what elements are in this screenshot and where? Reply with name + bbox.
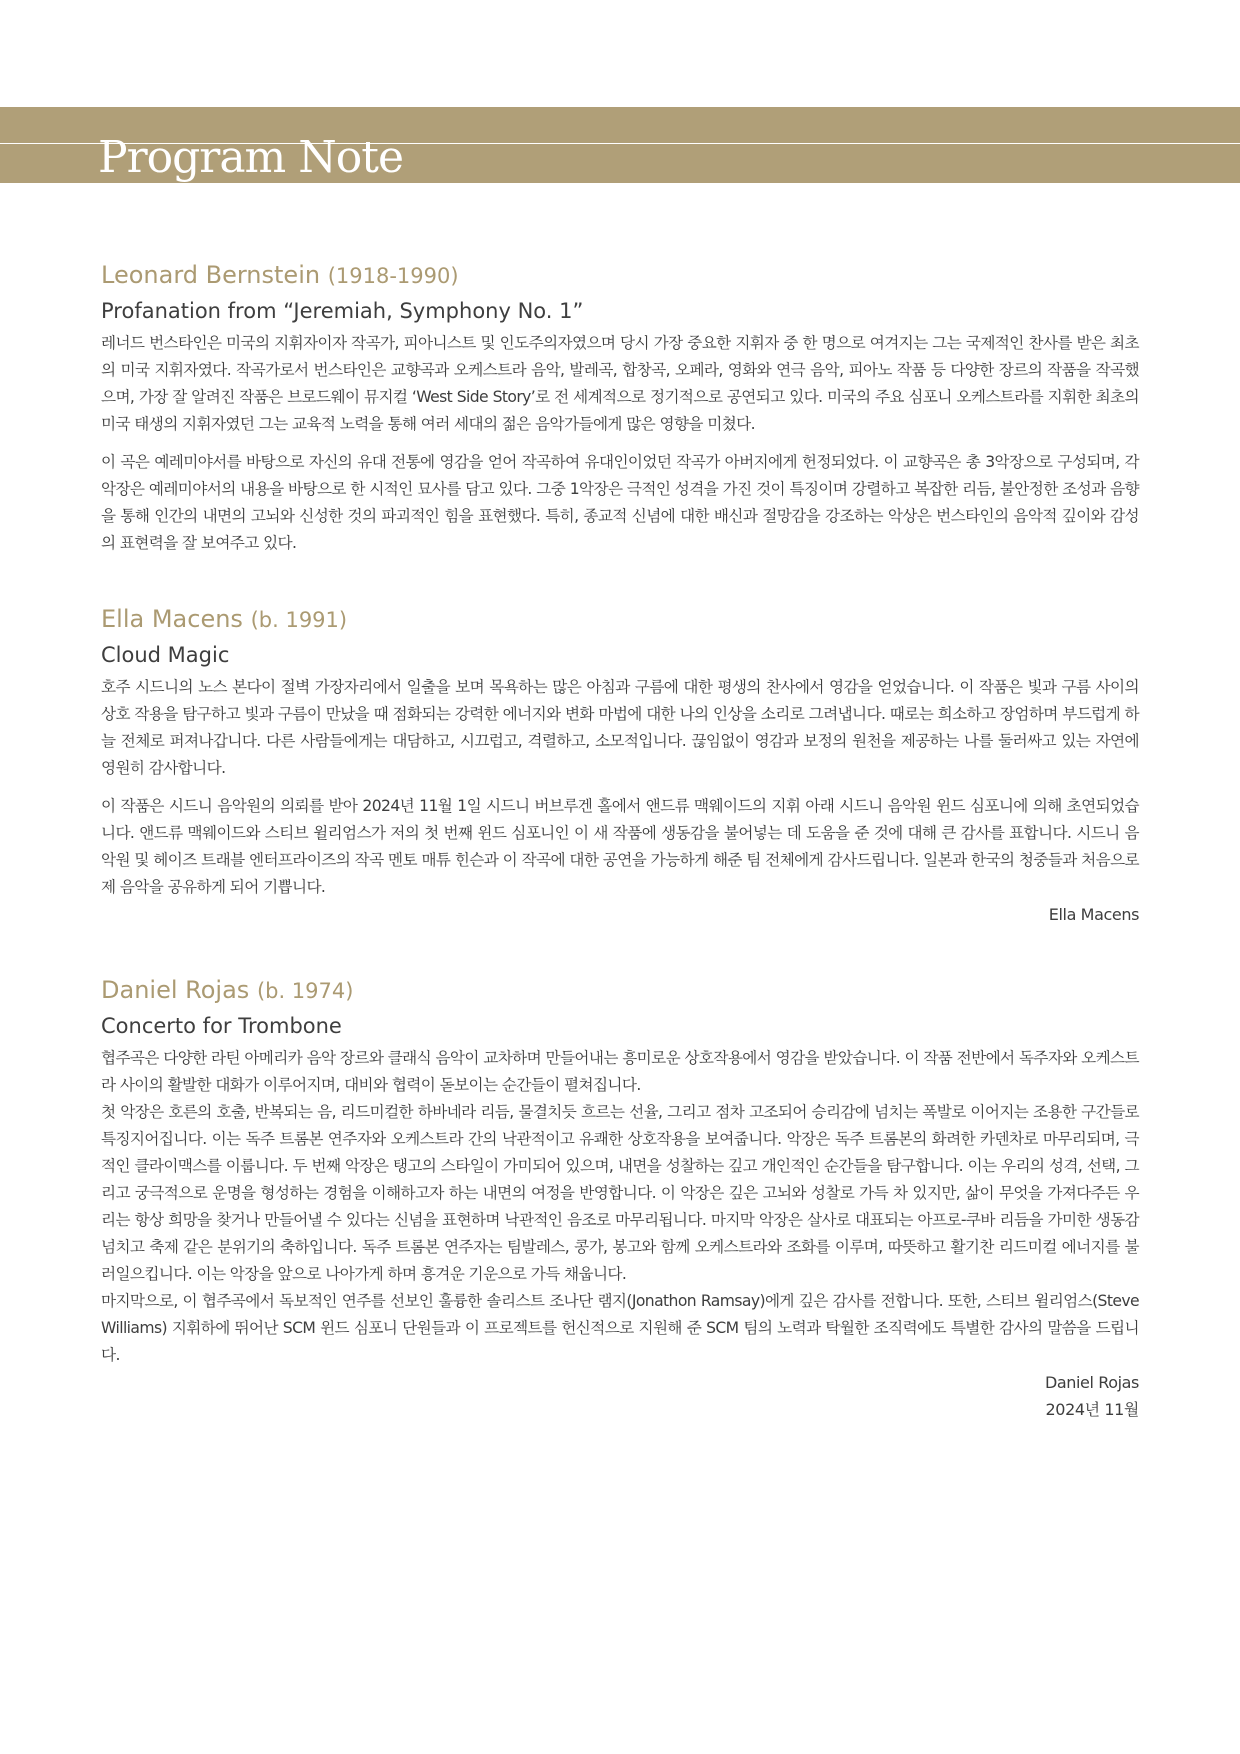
composer-name: Ella Macens: [101, 605, 243, 633]
note-paragraph: 마지막으로, 이 협주곡에서 독보적인 연주를 선보인 훌륭한 솔리스트 조나단 램지(Jonathon Ramsay)에게 깊은 감사를 전합니다. 또한, 스티브 윌리엄스(Steve Williams) 지휘하에 뛰어난 SCM 윈드 심포니 단원들과 이 프로젝트를 헌신적으로 지원해 준 SCM 팀의 노력과 탁월한 조직력에도 특별한 감사의 말씀을 드립니다.: [101, 1292, 1139, 1364]
work-title: Profanation from “Jeremiah, Symphony No. 1”: [101, 299, 584, 323]
signature-date: 2024년 11월: [1045, 1400, 1139, 1419]
note-paragraph: 이 곡은 예레미야서를 바탕으로 자신의 유대 전통에 영감을 얻어 작곡하여 유대인이었던 작곡가 아버지에게 헌정되었다. 이 교향곡은 총 3악장으로 구성되며, 각 악장은 예레미야서의 내용을 바탕으로 한 시적인 묘사를 담고 있다. 그중 1악장은 극적인 성격을 가진 것이 특징이며 강렬하고 복잡한 리듬, 불안정한 조성과 음향을 통해 인간의 내면의 고뇌와 신성한 것의 파괴적인 힘을 표현했다. 특히, 종교적 신념에 대한 배신과 절망감을 강조하는 악상은 번스타인의 음악적 깊이와 감성의 표현력을 잘 보여주고 있다.: [101, 453, 1139, 552]
work-title: Cloud Magic: [101, 643, 230, 667]
composer-heading: [101, 973, 1139, 1008]
note-macens: [101, 602, 1139, 928]
composer-name: Leonard Bernstein: [101, 261, 321, 289]
signature: Ella Macens: [1048, 905, 1139, 924]
note-paragraph: 이 작품은 시드니 음악원의 의뢰를 받아 2024년 11월 1일 시드니 버브루겐 홀에서 앤드류 맥웨이드의 지휘 아래 시드니 음악원 윈드 심포니에 의해 초연되었습니다. 앤드류 맥웨이드와 스티브 윌리엄스가 저의 첫 번째 윈드 심포니인 이 새 작품에 생동감을 불어넣는 데 도움을 준 것에 대해 큰 감사를 표합니다. 시드니 음악원 및 헤이즈 트래블 엔터프라이즈의 작곡 멘토 매튜 힌슨과 이 작곡에 대한 공연을 가능하게 해준 팀 전체에게 감사드립니다. 일본과 한국의 청중들과 처음으로 제 음악을 공유하게 되어 기쁩니다.: [101, 797, 1139, 896]
composer-years: (b. 1974): [256, 979, 354, 1003]
composer-years: (1918-1990): [327, 264, 459, 288]
note-bernstein: [101, 258, 1139, 557]
page-title: Program Note: [98, 132, 403, 183]
composer-years: (b. 1991): [250, 608, 348, 632]
composer-name: Daniel Rojas: [101, 976, 250, 1004]
note-rojas: [101, 973, 1139, 1423]
note-paragraph: 레너드 번스타인은 미국의 지휘자이자 작곡가, 피아니스트 및 인도주의자였으며 당시 가장 중요한 지휘자 중 한 명으로 여겨지는 그는 국제적인 찬사를 받은 최초의 미국 지휘자였다. 작곡가로서 번스타인은 교향곡과 오케스트라 음악, 발레곡, 합창곡, 오페라, 영화와 연극 음악, 피아노 작품 등 다양한 장르의 작품을 작곡했으며, 가장 잘 알려진 작품은 브로드웨이 뮤지컬 ‘West Side Story’로 전 세계적으로 정기적으로 공연되고 있다. 미국의 주요 심포니 오케스트라를 지휘한 최초의 미국 태생의 지휘자였던 그는 교육적 노력을 통해 여러 세대의 젊은 음악가들에게 많은 영향을 미쳤다.: [101, 334, 1139, 433]
note-paragraph: 협주곡은 다양한 라틴 아메리카 음악 장르와 클래식 음악이 교차하며 만들어내는 흥미로운 상호작용에서 영감을 받았습니다. 이 작품 전반에서 독주자와 오케스트라 사이의 활발한 대화가 이루어지며, 대비와 협력이 돋보이는 순간들이 펼쳐집니다.: [101, 1049, 1139, 1094]
composer-heading: [101, 602, 1139, 637]
note-paragraph: 호주 시드니의 노스 본다이 절벽 가장자리에서 일출을 보며 목욕하는 많은 아침과 구름에 대한 평생의 찬사에서 영감을 얻었습니다. 이 작품은 빛과 구름 사이의 상호 작용을 탐구하고 빛과 구름이 만났을 때 점화되는 강력한 에너지와 변화 마법에 대한 나의 인상을 소리로 그려냅니다. 때로는 희소하고 장엄하며 부드럽게 하늘 전체로 퍼져나갑니다. 다른 사람들에게는 대담하고, 시끄럽고, 격렬하고, 소모적입니다. 끊임없이 영감과 보정의 원천을 제공하는 나를 둘러싸고 있는 자연에 영원히 감사합니다.: [101, 678, 1139, 777]
signature: Daniel Rojas: [1044, 1373, 1139, 1392]
composer-heading: [101, 258, 1139, 293]
program-notes: [101, 258, 1139, 1423]
note-paragraph: 첫 악장은 호른의 호출, 반복되는 음, 리드미컬한 하바네라 리듬, 물결치듯 흐르는 선율, 그리고 점차 고조되어 승리감에 넘치는 폭발로 이어지는 조용한 구간들로 특징지어집니다. 이는 독주 트롬본 연주자와 오케스트라 간의 낙관적이고 유쾌한 상호작용을 보여줍니다. 악장은 독주 트롬본의 화려한 카덴차로 마무리되며, 극적인 클라이맥스를 이룹니다. 두 번째 악장은 탱고의 스타일이 가미되어 있으며, 내면을 성찰하는 깊고 개인적인 순간들을 탐구합니다. 이는 우리의 성격, 선택, 그리고 궁극적으로 운명을 형성하는 경험을 이해하고자 하는 내면의 여정을 반영합니다. 이 악장은 깊은 고뇌와 성찰로 가득 차 있지만, 삶이 무엇을 가져다주든 우리는 항상 희망을 찾거나 만들어낼 수 있다는 신념을 표현하며 낙관적인 음조로 마무리됩니다. 마지막 악장은 살사로 대표되는 아프로-쿠바 리듬을 가미한 생동감 넘치고 축제 같은 분위기의 축하입니다. 독주 트롬본 연주자는 팀발레스, 콩가, 봉고와 함께 오케스트라와 조화를 이루며, 따뜻하고 활기찬 리드미컬 에너지를 불러일으킵니다. 이는 악장을 앞으로 나아가게 하며 흥겨운 기운으로 가득 채웁니다.: [101, 1103, 1139, 1283]
work-title: Concerto for Trombone: [101, 1014, 342, 1038]
